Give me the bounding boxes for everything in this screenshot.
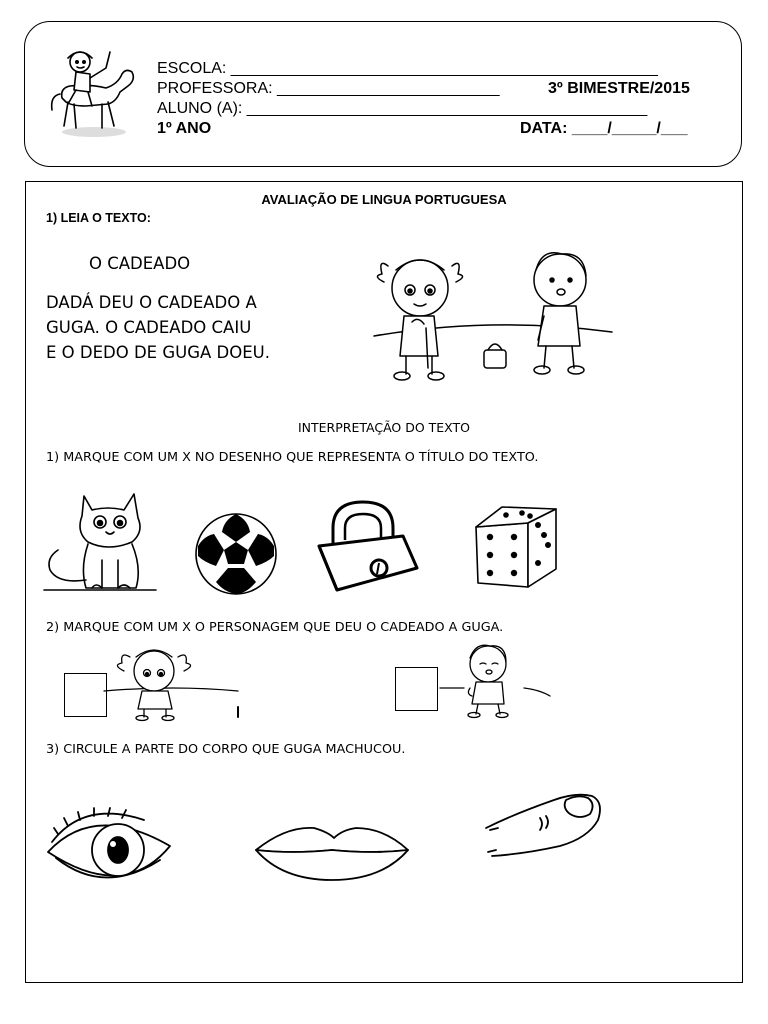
school-logo-horse-rider-icon (46, 44, 138, 140)
read-instruction: 1) LEIA O TEXTO: (46, 211, 151, 225)
finger-icon[interactable] (484, 792, 604, 862)
dice-icon[interactable] (472, 505, 560, 589)
question-2: 2) MARQUE COM UM X O PERSONAGEM QUE DEU O CADEADO A GUGA. (46, 620, 504, 635)
escola-field: ESCOLA: ________________________________________________ (157, 60, 658, 77)
eye-icon[interactable] (44, 806, 176, 898)
text-line-3: E O DEDO DE GUGA DOEU. (46, 343, 270, 362)
soccer-ball-icon[interactable] (194, 512, 278, 596)
story-illustration-kids-padlock (362, 246, 622, 386)
question-1: 1) MARQUE COM UM X NO DESENHO QUE REPRESENTA O TÍTULO DO TEXTO. (46, 450, 539, 465)
interpretation-heading: INTERPRETAÇÃO DO TEXTO (297, 420, 471, 435)
checkbox-dada[interactable] (64, 673, 107, 717)
ano-label: 1º ANO (157, 120, 212, 137)
cat-icon[interactable] (44, 488, 156, 592)
text-line-2: GUGA. O CADEADO CAIU (46, 318, 252, 337)
aluno-field: ALUNO (A): _____________________________________________ (157, 100, 648, 117)
text-title: O CADEADO (89, 254, 191, 273)
professora-field: PROFESSORA: _________________________ (157, 80, 500, 97)
girl-dada-icon[interactable] (104, 645, 240, 721)
checkbox-guga[interactable] (395, 667, 438, 711)
question-3: 3) CIRCULE A PARTE DO CORPO QUE GUGA MACHUCOU. (46, 742, 406, 757)
data-field: DATA: ____/_____/___ (520, 120, 688, 137)
bimestre-label: 3º BIMESTRE/2015 (548, 80, 690, 97)
boy-guga-icon[interactable] (440, 640, 552, 720)
exam-title: AVALIAÇÃO DE LINGUA PORTUGUESA (261, 192, 507, 207)
padlock-icon[interactable] (313, 498, 423, 594)
mouth-lips-icon[interactable] (252, 820, 412, 882)
text-line-1: DADÁ DEU O CADEADO A (46, 293, 257, 312)
